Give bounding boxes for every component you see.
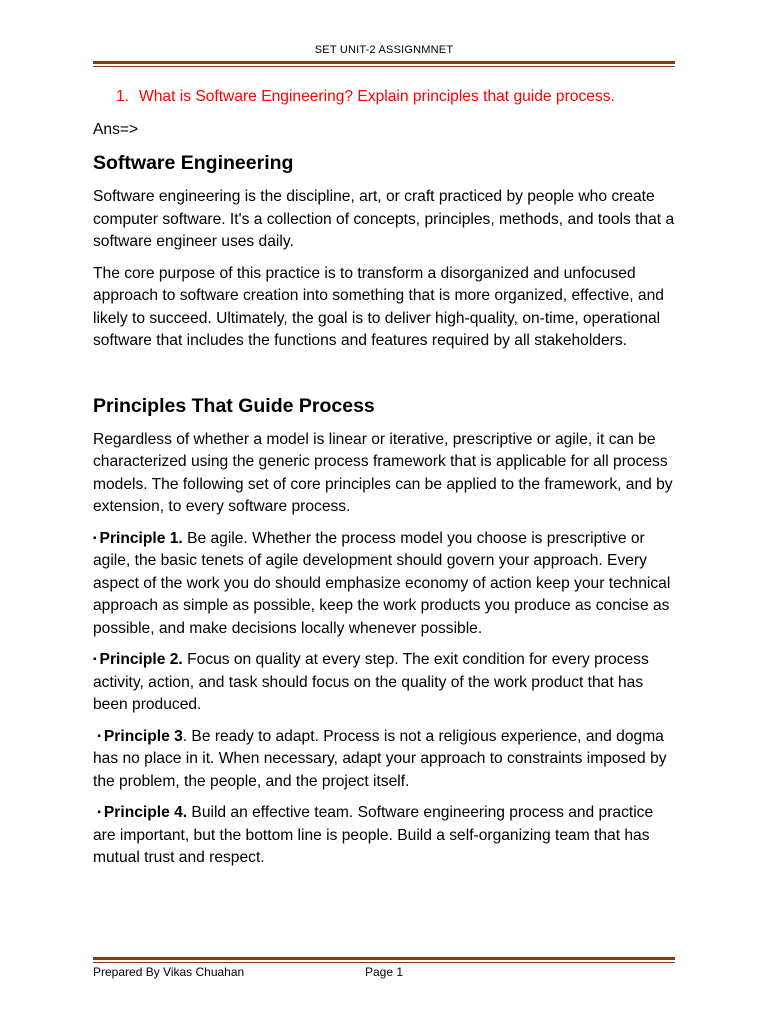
- principle-text: Focus on quality at every step. The exit condition for every process activity, action, and task should focus on the quality of the work product that has been produced.: [93, 651, 649, 713]
- footer-page-number: Page 1: [365, 965, 404, 979]
- square-bullet-icon: ▪: [97, 730, 101, 742]
- principle-title: Principle 2.: [99, 651, 183, 668]
- principle-text: Build an effective team. Software engineering process and practice are important, but the bottom line is people. Build a self-organizing team that has mutual trust and respect.: [93, 804, 654, 866]
- footer-divider: [93, 957, 675, 963]
- square-bullet-icon: ▪: [93, 532, 97, 544]
- page-header-title: SET UNIT-2 ASSIGNMNET: [314, 44, 454, 56]
- principle-title: Principle 3: [103, 727, 183, 745]
- section-heading-principles: Principles That Guide Process: [93, 394, 375, 417]
- question-text: What is Software Engineering? Explain principles that guide process.: [139, 88, 615, 105]
- document-body: [93, 86, 678, 870]
- footer-author: Prepared By Vikas Chuahan: [93, 965, 245, 979]
- question-number: 1.: [116, 88, 130, 105]
- principle-text: . Be ready to adapt. Process is not a religious experience, and dogma has no place in it. When necessary, adapt your approach to constraints imposed by the problem, the people, and the project itself.: [93, 727, 667, 790]
- principle-text: Be agile. Whether the process model you choose is prescriptive or agile, the basic tenets of agile development should govern your approach. Every aspect of the work you do should emphasize economy of action keep your technical approach as simple as possible, keep the work products you produce as concise as possible, and make decisions locally whenever possible.: [93, 529, 671, 637]
- answer-label: Ans=>: [93, 120, 139, 138]
- question-item: [93, 86, 678, 109]
- paragraph: The core purpose of this practice is to transform a disorganized and unfocused approach to software creation into something that is more organized, effective, and likely to succeed. Ultimately, the goal is to deliver high-quality, on-time, operational software that includes the functions and features required by all stakeholders.: [93, 264, 664, 349]
- square-bullet-icon: ▪: [97, 807, 101, 818]
- principle-item: [93, 726, 678, 794]
- principle-item: [93, 802, 678, 870]
- principle-item: [93, 528, 678, 641]
- principle-title: Principle 1.: [99, 529, 183, 547]
- principle-title: Principle 4.: [103, 804, 188, 821]
- principle-item: [93, 649, 678, 717]
- paragraph: Software engineering is the discipline, art, or craft practiced by people who create computer software. It's a collection of concepts, principles, methods, and tools that a software engineer uses daily.: [93, 188, 675, 250]
- square-bullet-icon: ▪: [93, 654, 97, 665]
- section-heading-software-engineering: Software Engineering: [93, 152, 294, 174]
- paragraph: Regardless of whether a model is linear or iterative, prescriptive or agile, it can be characterized using the generic process framework that is applicable for all process models. The following set of core principles can be applied to the framework, and by extension, to every software process.: [93, 430, 673, 515]
- header-divider: [93, 61, 675, 67]
